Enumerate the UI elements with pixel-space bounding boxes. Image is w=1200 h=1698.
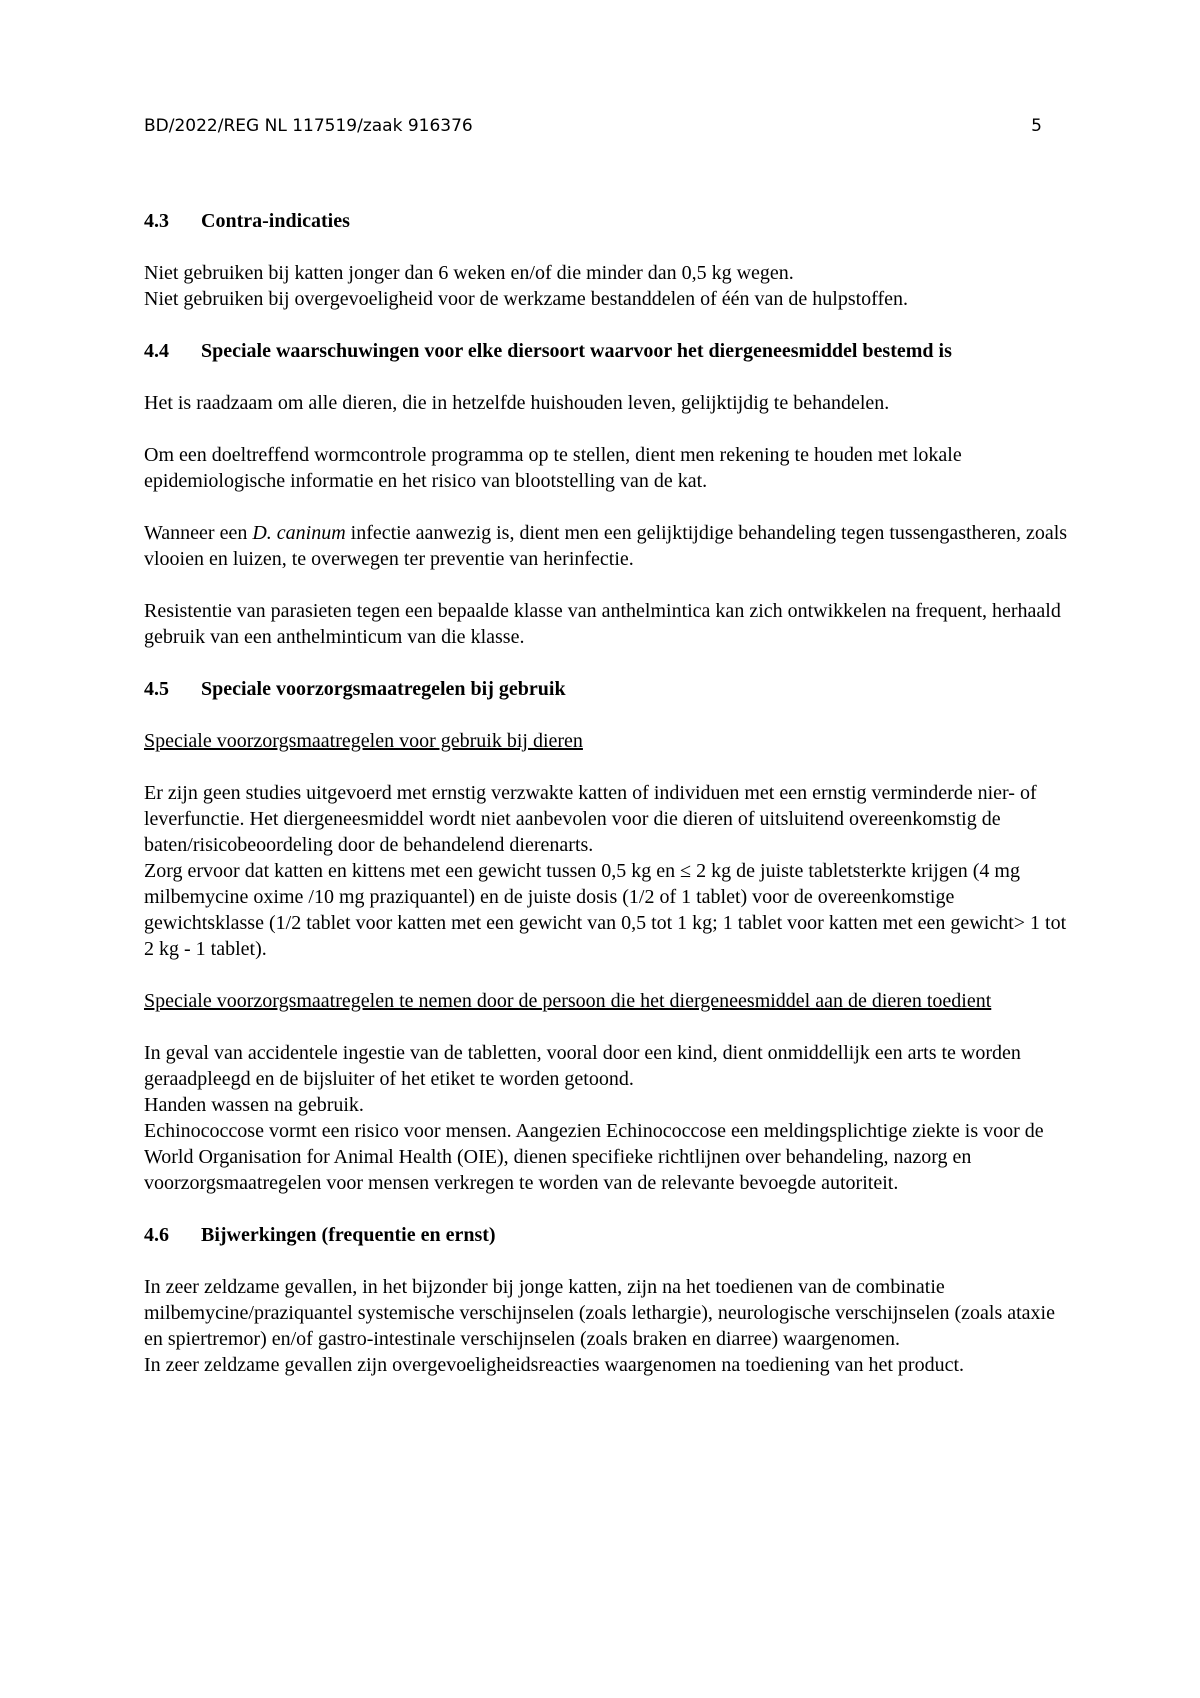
section-number: 4.5	[144, 678, 169, 700]
paragraph: Om een doeltreffend wormcontrole programma op te stellen, dient men rekening te houden met lokale epidemiologische informatie en het risico van blootstelling van de kat.	[144, 444, 962, 492]
paragraph: Zorg ervoor dat katten en kittens met een gewicht tussen 0,5 kg en ≤ 2 kg de juiste tabletsterkte krijgen (4 mg milbemycine oxime /10 mg praziquantel) en de juiste dosis (1/2 of 1 tablet) voor de overeenkomstige gewichtsklasse (1/2 tablet voor katten met een gewicht van 0,5 tot 1 kg; 1 tablet voor katten met een gewicht> 1 tot 2 kg - 1 tablet).	[144, 860, 1067, 960]
paragraph-line: Niet gebruiken bij overgevoeligheid voor de werkzame bestanddelen of één van de hulpstoffen.	[144, 288, 909, 310]
section-title: Speciale waarschuwingen voor elke diersoort waarvoor het diergeneesmiddel bestemd is	[201, 340, 952, 362]
paragraph: Handen wassen na gebruik.	[144, 1094, 364, 1116]
section-title: Bijwerkingen (frequentie en ernst)	[201, 1224, 496, 1246]
text-run: Wanneer een	[144, 522, 253, 544]
subheading: Speciale voorzorgsmaatregelen voor gebruik bij dieren	[144, 730, 583, 752]
subheading: Speciale voorzorgsmaatregelen te nemen door de persoon die het diergeneesmiddel aan de dieren toedient	[144, 990, 992, 1012]
paragraph	[144, 520, 1074, 572]
section-title: Contra-indicaties	[201, 210, 350, 232]
paragraph: In geval van accidentele ingestie van de tabletten, vooral door een kind, dient onmiddellijk een arts te worden geraadpleegd en de bijsluiter of het etiket te worden getoond.	[144, 1042, 1021, 1090]
page-number: 5	[1031, 116, 1042, 136]
text-run: infectie aanwezig is, dient men een gelijktijdige behandeling tegen tussengastheren, zoals vlooien en luizen, te overwegen ter preventie van herinfectie.	[144, 522, 1068, 570]
paragraph: Resistentie van parasieten tegen een bepaalde klasse van anthelmintica kan zich ontwikkelen na frequent, herhaald gebruik van een anthelminticum van die klasse.	[144, 600, 1061, 648]
section-number: 4.3	[144, 210, 169, 232]
section-heading-4-4	[144, 338, 1074, 364]
section-number: 4.4	[144, 340, 169, 362]
paragraph: Echinococcose vormt een risico voor mensen. Aangezien Echinococcose een meldingsplichtige ziekte is voor de World Organisation for Animal Health (OIE), dienen specifieke richtlijnen over behandeling, nazorg en voorzorgsmaatregelen voor mensen verkregen te worden van de relevante bevoegde autoriteit.	[144, 1120, 1044, 1194]
section-number: 4.6	[144, 1224, 169, 1246]
section-heading-4-5	[144, 676, 1074, 702]
document-reference: BD/2022/REG NL 117519/zaak 916376	[144, 116, 473, 136]
section-heading-4-6	[144, 1222, 1074, 1248]
paragraph: In zeer zeldzame gevallen, in het bijzonder bij jonge katten, zijn na het toedienen van de combinatie milbemycine/praziquantel systemische verschijnselen (zoals lethargie), neurologische verschijnselen (zoals ataxie en spiertremor) en/of gastro-intestinale verschijnselen (zoals braken en diarree) waargenomen.	[144, 1276, 1055, 1350]
section-title: Speciale voorzorgsmaatregelen bij gebruik	[201, 678, 566, 700]
paragraph-line: Niet gebruiken bij katten jonger dan 6 weken en/of die minder dan 0,5 kg wegen.	[144, 262, 794, 284]
document-body	[144, 208, 1074, 1378]
italic-species-name: D. caninum	[252, 522, 346, 544]
paragraph: Het is raadzaam om alle dieren, die in hetzelfde huishouden leven, gelijktijdig te behandelen.	[144, 392, 890, 414]
paragraph: In zeer zeldzame gevallen zijn overgevoeligheidsreacties waargenomen na toediening van het product.	[144, 1354, 965, 1376]
paragraph: Er zijn geen studies uitgevoerd met ernstig verzwakte katten of individuen met een ernstig verminderde nier- of leverfunctie. Het diergeneesmiddel wordt niet aanbevolen voor die dieren of uitsluitend overeenkomstig de baten/risicobeoordeling door de behandelend dierenarts.	[144, 782, 1037, 856]
section-heading-4-3	[144, 208, 1074, 234]
